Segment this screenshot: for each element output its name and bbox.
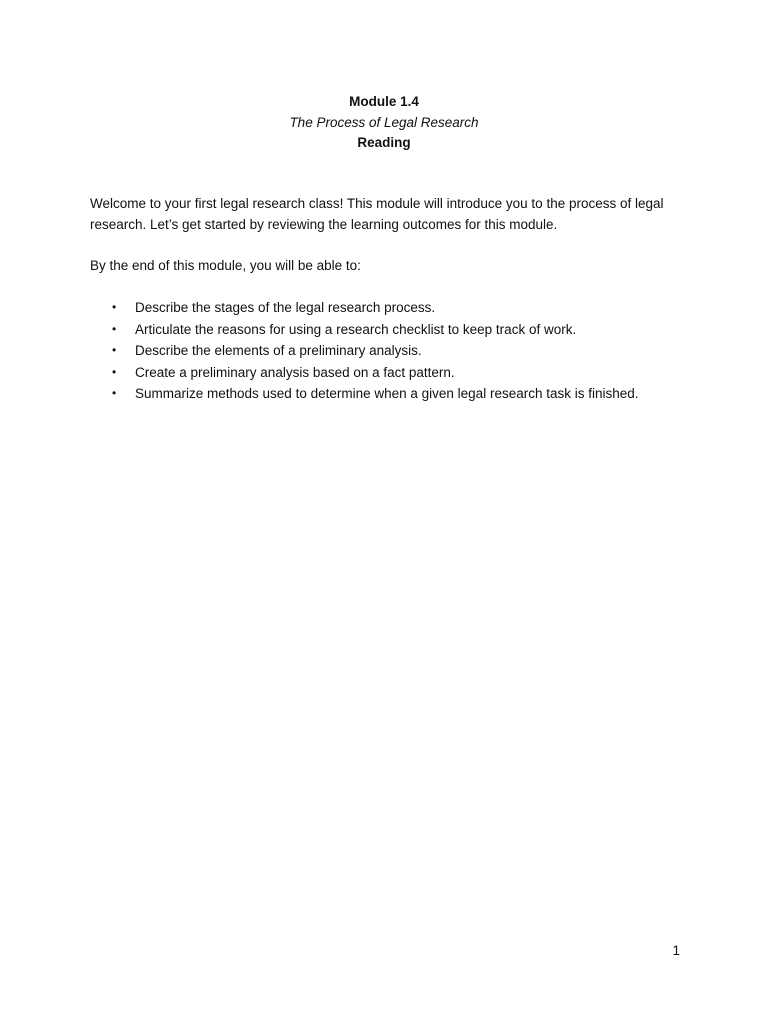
list-item: [90, 340, 690, 362]
module-number: Module 1.4: [349, 94, 419, 109]
list-item: [90, 297, 690, 319]
bullet-icon: •: [112, 321, 117, 336]
bullet-icon: •: [112, 386, 117, 400]
outcome-text: Describe the stages of the legal research process.: [135, 300, 436, 315]
outcomes-lead: By the end of this module, you will be able to:: [90, 258, 361, 273]
bullet-icon: •: [112, 343, 117, 357]
learning-outcomes-list: [90, 297, 690, 405]
bullet-icon: •: [112, 364, 117, 379]
module-title: The Process of Legal Research: [289, 114, 479, 130]
list-item: [90, 383, 690, 405]
bullet-icon: •: [112, 300, 117, 314]
intro-paragraph: Welcome to your first legal research class! This module will introduce you to the process of legal research. Let’s get started by reviewing the learning outcomes for this module.: [90, 196, 664, 232]
list-item: [90, 362, 690, 384]
outcome-text: Create a preliminary analysis based on a fact pattern.: [135, 364, 455, 380]
page-number: 1: [672, 943, 680, 958]
document-header: [0, 92, 768, 154]
outcome-text: Articulate the reasons for using a research checklist to keep track of work.: [135, 321, 577, 337]
module-type: Reading: [357, 135, 411, 150]
list-item: [90, 319, 690, 341]
outcome-text: Summarize methods used to determine when a given legal research task is finished.: [135, 386, 639, 401]
outcome-text: Describe the elements of a preliminary analysis.: [135, 343, 422, 358]
